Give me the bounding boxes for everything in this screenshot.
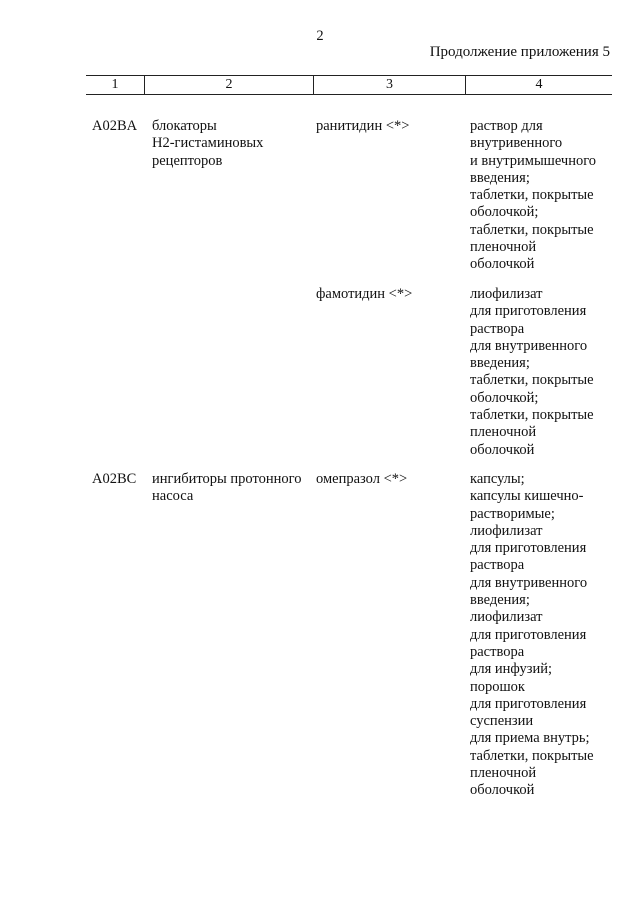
dosage-form-line: для внутривенного [470, 337, 588, 354]
continuation-label: Продолжение приложения 5 [429, 44, 610, 60]
dosage-form-line: лиофилизат [470, 609, 543, 626]
dosage-form-line: лиофилизат [470, 286, 543, 302]
header-cell-4: 4 [535, 77, 543, 92]
dosage-form-line: пленочной [470, 765, 537, 782]
dosage-form-line: для внутривенного [470, 574, 588, 591]
dosage-form-line: введения; [470, 592, 530, 609]
dosage-form-line: и внутримышечного [470, 152, 597, 169]
dosage-form-line: для приготовления [470, 626, 587, 643]
dosage-form-line: введения; [470, 169, 530, 186]
dosage-form-line: оболочкой; [470, 389, 539, 406]
dosage-form-line: введения; [470, 355, 530, 372]
drug-group [152, 471, 301, 506]
dosage-form-line: таблетки, покрытые [470, 372, 594, 389]
drug-name: ранитидин <*> [316, 118, 410, 134]
dosage-form-line: пленочной [470, 239, 537, 256]
drug-group [152, 118, 263, 170]
dosage-form-line: внутривенного [470, 135, 563, 152]
dosage-form-line: для приготовления [470, 695, 587, 712]
dosage-form-line: оболочкой [470, 441, 535, 458]
dosage-form-line: лиофилизат [470, 522, 543, 539]
dosage-form-line: для инфузий; [470, 661, 552, 678]
drug-group-line: H2-гистаминовых [152, 135, 264, 152]
drug-group-line: блокаторы [152, 118, 217, 134]
dosage-form-line: порошок [470, 678, 525, 695]
header-cell-1: 1 [111, 77, 119, 92]
header-cell-3: 3 [386, 77, 393, 92]
dosage-form-line: таблетки, покрытые [470, 407, 594, 424]
drug-group-line: рецепторов [152, 152, 223, 169]
dosage-form-line: таблетки, покрытые [470, 221, 594, 238]
dosage-form-line: пленочной [470, 424, 537, 441]
dosage-form-line: капсулы; [470, 471, 525, 487]
table-header [86, 75, 612, 95]
dosage-forms [470, 471, 594, 800]
dosage-form-line: растворимые; [470, 505, 555, 522]
drug-group-line: насоса [152, 488, 194, 505]
dosage-form-line: оболочкой [470, 256, 535, 273]
dosage-form-line: капсулы кишечно- [470, 488, 584, 505]
dosage-form-line: раствор для [470, 118, 543, 134]
dosage-form-line: раствора [470, 643, 525, 660]
drug-name: фамотидин <*> [316, 286, 413, 302]
atc-code: A02BC [92, 471, 137, 487]
page-number: 2 [316, 28, 324, 44]
dosage-form-line: для приготовления [470, 540, 587, 557]
dosage-form-line: раствора [470, 320, 525, 337]
atc-code: A02BA [92, 118, 138, 134]
dosage-forms [470, 286, 594, 459]
dosage-forms [470, 118, 596, 274]
header-cell-2: 2 [225, 77, 233, 92]
dosage-form-line: для приема внутрь; [470, 730, 590, 747]
dosage-form-line: таблетки, покрытые [470, 747, 594, 764]
dosage-form-line: таблетки, покрытые [470, 187, 594, 204]
drug-name: омепразол <*> [316, 471, 408, 487]
dosage-form-line: раствора [470, 557, 525, 574]
drug-group-line: ингибиторы протонного [152, 471, 302, 487]
dosage-form-line: оболочкой [470, 782, 535, 799]
dosage-form-line: оболочкой; [470, 204, 539, 221]
dosage-form-line: суспензии [470, 713, 534, 730]
dosage-form-line: для приготовления [470, 303, 587, 320]
